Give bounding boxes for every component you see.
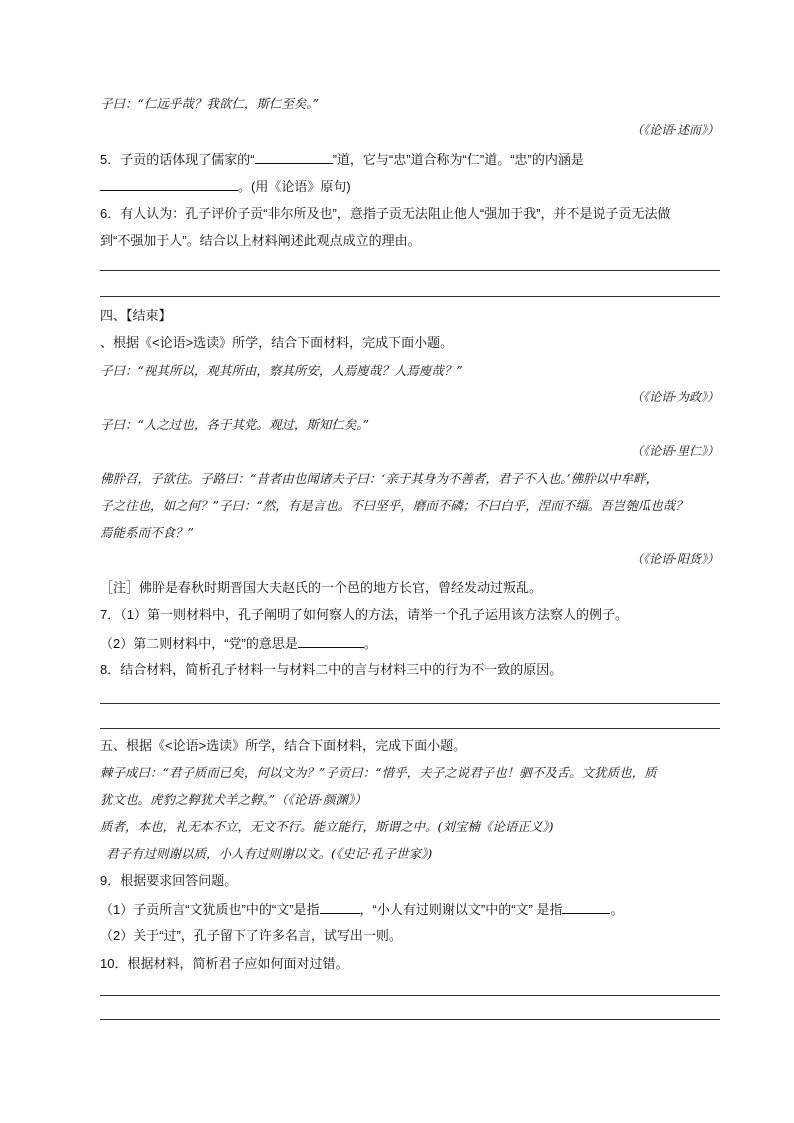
material-a-line2: 犹文也。虎豹之鞟犹犬羊之鞟。”（《论语·颜渊》） [100, 792, 367, 807]
citation-wei-zheng: （《论语·为政》） [631, 390, 719, 404]
question-5-blank-2[interactable] [100, 177, 238, 191]
answer-line[interactable] [100, 1019, 720, 1020]
question-7-2-blank[interactable] [298, 634, 364, 648]
question-9-1-end: 。 [610, 902, 624, 917]
question-9-1-text-a: （1）子贡所言“文犹质也”中的“文”是指 [100, 902, 320, 917]
material-b: 质者，本也，礼无本不立，无文不行。能立能行，斯谓之中。(刘宝楠《论语正义》) [100, 819, 554, 834]
answer-line[interactable] [100, 296, 720, 297]
section-4-intro: 、根据《<论语>选读》所学，结合下面材料，完成下面小题。 [100, 335, 454, 350]
answer-line[interactable] [100, 728, 720, 729]
question-9-1-blank-1[interactable] [320, 900, 360, 914]
question-9-2: （2）关于“过”，孔子留下了许多名言，试写出一则。 [100, 928, 402, 943]
citation-li-ren: （《论语·里仁》） [631, 444, 719, 458]
material-a-line1: 棘子成曰：“君子质而已矣，何以文为？”子贡曰：“惜乎，夫子之说君子也！驷不及舌。文犹质也，质 [100, 765, 657, 780]
question-9-1 [100, 900, 720, 919]
material-1: 子曰：“视其所以，观其所由，察其所安，人焉廋哉？人焉廋哉？” [100, 363, 463, 378]
answer-line[interactable] [100, 270, 720, 271]
answer-line[interactable] [100, 995, 720, 996]
question-5-text-c: 。(用《论语》原句) [238, 179, 351, 194]
question-7-1: 7．（1）第一则材料中，孔子阐明了如何察人的方法，请举一个孔子运用该方法察人的例子。 [100, 607, 628, 622]
material-2: 子曰：“人之过也，各于其党。观过，斯知仁矣。” [100, 417, 370, 432]
question-7-2-text: （2）第二则材料中，“党”的意思是 [100, 636, 298, 651]
material-3-line2: 子之往也，如之何？”子曰：“然，有是言也。不曰坚乎，磨而不磷；不曰白乎，涅而不缁。吾岂匏瓜也哉？ [100, 498, 688, 513]
question-9-1-text-b: ，“小人有过则谢以文”中的“文” 是指 [359, 902, 563, 917]
question-6-line1: 6．有人认为：孔子评价子贡“非尔所及也”，意指子贡无法阻止他人“强加于我”，并不是说子贡无法做 [100, 206, 671, 221]
question-5-text-a: 5．子贡的话体现了儒家的“ [100, 152, 255, 167]
citation-shu-er: （《论语·述而》） [631, 123, 719, 137]
question-8: 8．结合材料，简析孔子材料一与材料二中的言与材料三中的行为不一致的原因。 [100, 662, 563, 677]
question-7-2-end: 。 [363, 636, 377, 651]
section-5-heading: 五、根据《<论语>选读》所学，结合下面材料，完成下面小题。 [100, 738, 467, 753]
answer-line[interactable] [100, 703, 720, 704]
material-3-line1: 佛肸召，子欲往。子路曰：“昔者由也闻诸夫子曰：‘亲于其身为不善者，君子不入也。’佛肸以中牟畔， [100, 471, 659, 486]
question-5-line2 [100, 177, 720, 196]
question-9-1-blank-2[interactable] [562, 900, 610, 914]
material-3-line3: 焉能系而不食？” [100, 525, 194, 540]
question-5-blank-1[interactable] [255, 150, 333, 164]
question-5-text-b: ”道，它与“忠”道合称为“仁”道。“忠”的内涵是 [332, 152, 584, 167]
section-4-heading: 四、【结束】 [100, 308, 172, 323]
question-5-line1 [100, 150, 720, 169]
note: ［注］佛肸是春秋时期晋国大夫赵氏的一个邑的地方长官，曾经发动过叛乱。 [100, 580, 543, 595]
question-6-line2: 到“不强加于人”。结合以上材料阐述此观点成立的理由。 [100, 233, 421, 248]
question-7-2 [100, 634, 720, 653]
quote-shu-er: 子曰：“仁远乎哉？我欲仁，斯仁至矣。” [100, 96, 320, 111]
question-10: 10．根据材料，简析君子应如何面对过错。 [100, 956, 349, 971]
question-9: 9．根据要求回答问题。 [100, 873, 238, 888]
material-c: 君子有过则谢以质，小人有过则谢以文。(《史记·孔子世家》) [106, 846, 433, 861]
citation-yang-huo: （《论语·阳货》） [631, 552, 719, 566]
